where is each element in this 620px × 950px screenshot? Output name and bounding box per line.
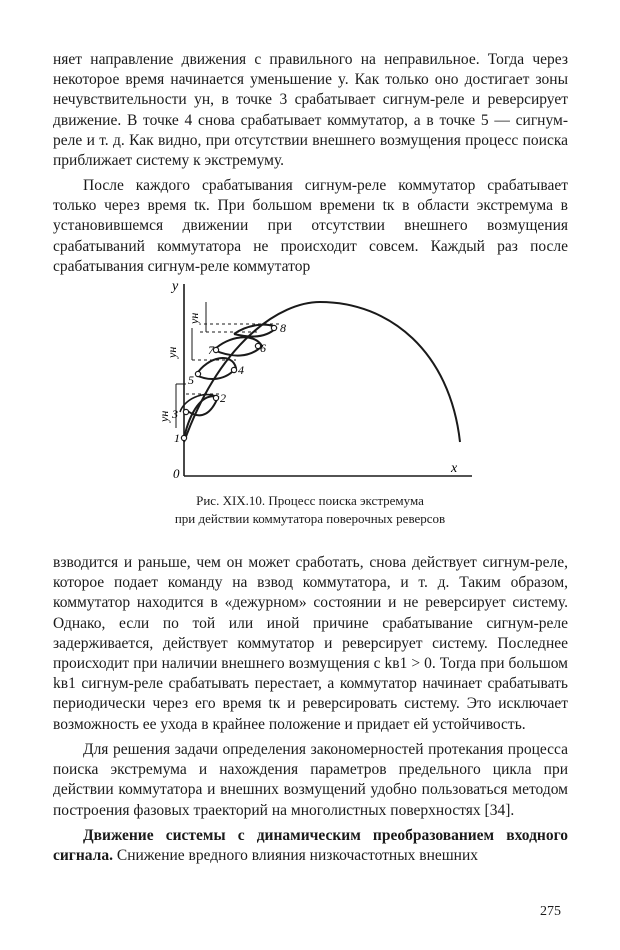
point-7 <box>213 347 218 352</box>
phase-trajectory-figure <box>150 272 480 492</box>
figure-caption-line-1: Рис. XIX.10. Процесс поиска экстремума <box>196 493 424 508</box>
point-label-1: 1 <box>174 431 180 445</box>
figure-caption-line-2: при действии коммутатора поверочных реверсов <box>174 511 446 526</box>
zone-label-2: yн <box>165 346 179 358</box>
point-label-4: 4 <box>238 363 244 377</box>
point-label-7: 7 <box>208 343 214 357</box>
page-number: 275 <box>540 904 561 919</box>
point-4 <box>231 367 236 372</box>
zone-label-3: yн <box>187 312 201 324</box>
section-heading-paragraph <box>53 826 568 866</box>
point-label-6: 6 <box>260 341 266 355</box>
point-label-2: 2 <box>220 391 226 405</box>
extremum-curve <box>184 302 460 442</box>
section-heading: Движение системы с динамическим преобразованием входного сигнала. <box>53 827 568 865</box>
zone-label-1: yн <box>157 410 171 422</box>
loop-1 <box>184 396 218 438</box>
paragraph-1: няет направление движения с правильного на неправильное. Тогда через некоторое время начинается уменьшение y. Как только оно достигает зоны нечувствительности yн, в точке 3 срабатывает сигнум-реле и реверсирует движение. В точке 4 снова срабатывает коммутатор, а в точке 5 — сигнум-реле и т. д. Как видно, при отсутствии внешнего возмущения процесс поиска приближает систему к экстремуму. <box>53 51 568 170</box>
origin-label: 0 <box>173 466 180 481</box>
point-label-5: 5 <box>188 373 194 387</box>
point-8 <box>271 325 276 330</box>
paragraph-4: Для решения задачи определения закономерностей протекания процесса поиска экстремума и нахождения параметров предельного цикла при действии коммутатора и внешних возмущений удобно пользоваться методом построения фазовых траекторий на многолистных поверхностях [34]. <box>53 741 568 819</box>
y-axis-label: y <box>172 279 179 294</box>
point-2 <box>213 395 218 400</box>
point-label-8: 8 <box>280 321 286 335</box>
section-heading-continuation: Снижение вредного влияния низкочастотных внешних <box>113 847 479 865</box>
point-3 <box>183 409 188 414</box>
paragraph-2: После каждого срабатывания сигнум-реле коммутатор срабатывает только через время tк. При большом времени tк в области экстремума в установившемся движении при отсутствии внешнего возмущения срабатываний коммутатора не происходит совсем. Каждый раз после срабатывания сигнум-реле коммутатор <box>53 177 568 275</box>
point-5 <box>195 371 200 376</box>
point-1 <box>181 435 186 440</box>
x-axis-label: x <box>451 461 458 476</box>
point-label-3: 3 <box>172 407 178 421</box>
paragraph-3: взводится и раньше, чем он может сработать, снова действует сигнум-реле, которое подает команду на взвод коммутатора, и т. д. Таким образом, коммутатор находится в «дежурном» состоянии и не реверсирует систему. Однако, если по той или иной причине срабатывание сигнум-реле задерживается, действует коммутатор и реверсирует систему. Последнее происходит при наличии внешнего возмущения с kв1 > 0. Тогда при большом kв1 сигнум-реле срабатывать перестает, а коммутатор начинает срабатывать периодически через его время tк и реверсировать систему. Это исключает возможность ее ухода в крайнее положение и придает ей устойчивость. <box>53 554 568 733</box>
